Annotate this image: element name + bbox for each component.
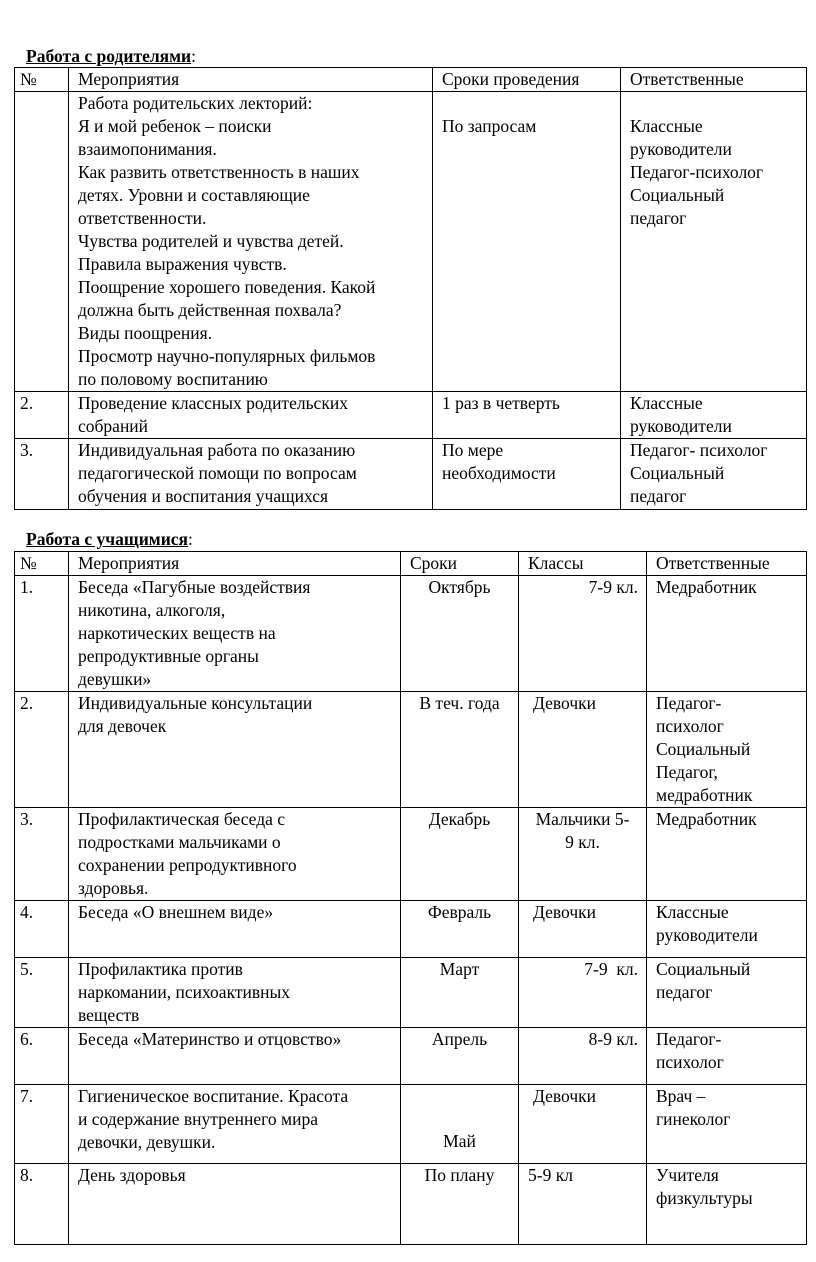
row-event: Работа родительских лекторий: Я и мой ребенок – поиски взаимопонимания. Как развить ответственность в наших детях. Уровни и составляющие ответственности. Чувства родителей и чувства детей. Правила выражения чувств. Поощрение хорошего поведения. Какой должна быть действенная похвала? Виды поощрения. Просмотр научно-популярных фильмов по половому воспитанию xyxy=(69,92,433,392)
row-classes: Девочки xyxy=(519,1085,647,1164)
col-header-responsible: Ответственные xyxy=(647,552,807,576)
row-number: 1. xyxy=(15,576,69,692)
row-number: 3. xyxy=(15,808,69,901)
row-number: 2. xyxy=(15,692,69,808)
table-header-row xyxy=(15,552,807,576)
table-row xyxy=(15,92,807,392)
row-classes: Девочки xyxy=(519,901,647,958)
table-row xyxy=(15,901,807,958)
table-row xyxy=(15,692,807,808)
row-dates: По мере необходимости xyxy=(433,439,621,510)
parents-table xyxy=(14,67,807,510)
table-row xyxy=(15,958,807,1028)
col-header-number: № xyxy=(15,68,69,92)
row-classes: Девочки xyxy=(519,692,647,808)
table-header-row xyxy=(15,68,807,92)
row-classes: 8-9 кл. xyxy=(519,1028,647,1085)
row-responsible: Медработник xyxy=(647,808,807,901)
row-event: Беседа «Материнство и отцовство» xyxy=(69,1028,401,1085)
row-dates: Февраль xyxy=(401,901,519,958)
row-dates: Май xyxy=(401,1085,519,1164)
row-event: Индивидуальная работа по оказанию педагогической помощи по вопросам обучения и воспитания учащихся xyxy=(69,439,433,510)
row-dates: Декабрь xyxy=(401,808,519,901)
row-number xyxy=(15,92,69,392)
col-header-dates: Сроки xyxy=(401,552,519,576)
row-responsible: Социальный педагог xyxy=(647,958,807,1028)
row-responsible: Врач – гинеколог xyxy=(647,1085,807,1164)
table-row xyxy=(15,1164,807,1245)
students-table xyxy=(14,551,807,1245)
row-responsible: Учителя физкультуры xyxy=(647,1164,807,1245)
parents-heading: Работа с родителями: xyxy=(26,46,196,66)
row-classes: Мальчики 5- 9 кл. xyxy=(519,808,647,901)
row-responsible: Медработник xyxy=(647,576,807,692)
row-number: 2. xyxy=(15,392,69,439)
row-event: Индивидуальные консультации для девочек xyxy=(69,692,401,808)
row-dates: По плану xyxy=(401,1164,519,1245)
row-responsible: Педагог- психолог Социальный Педагог, медработник xyxy=(647,692,807,808)
row-number: 6. xyxy=(15,1028,69,1085)
row-responsible: Классные руководители Педагог-психолог Социальный педагог xyxy=(621,92,807,392)
table-row xyxy=(15,392,807,439)
table-row xyxy=(15,1085,807,1164)
row-number: 7. xyxy=(15,1085,69,1164)
table-row xyxy=(15,808,807,901)
row-event: День здоровья xyxy=(69,1164,401,1245)
row-responsible: Педагог- психолог xyxy=(647,1028,807,1085)
row-responsible: Классные руководители xyxy=(647,901,807,958)
row-number: 4. xyxy=(15,901,69,958)
col-header-number: № xyxy=(15,552,69,576)
row-dates: Октябрь xyxy=(401,576,519,692)
row-number: 5. xyxy=(15,958,69,1028)
table-row xyxy=(15,439,807,510)
row-dates: Март xyxy=(401,958,519,1028)
row-classes: 5-9 кл xyxy=(519,1164,647,1245)
row-event: Профилактика против наркомании, психоактивных веществ xyxy=(69,958,401,1028)
students-heading: Работа с учащимися: xyxy=(26,529,193,549)
col-header-classes: Классы xyxy=(519,552,647,576)
row-number: 8. xyxy=(15,1164,69,1245)
row-dates: В теч. года xyxy=(401,692,519,808)
row-event: Беседа «О внешнем виде» xyxy=(69,901,401,958)
col-header-events: Мероприятия xyxy=(69,552,401,576)
row-event: Профилактическая беседа с подростками мальчиками о сохранении репродуктивного здоровья. xyxy=(69,808,401,901)
row-responsible: Классные руководители xyxy=(621,392,807,439)
row-number: 3. xyxy=(15,439,69,510)
row-dates: Апрель xyxy=(401,1028,519,1085)
col-header-dates: Сроки проведения xyxy=(433,68,621,92)
table-row xyxy=(15,1028,807,1085)
row-classes: 7-9 кл. xyxy=(519,576,647,692)
row-event: Беседа «Пагубные воздействия никотина, алкоголя, наркотических веществ на репродуктивные органы девушки» xyxy=(69,576,401,692)
row-classes: 7-9 кл. xyxy=(519,958,647,1028)
row-dates: По запросам xyxy=(433,92,621,392)
row-event: Проведение классных родительских собраний xyxy=(69,392,433,439)
col-header-responsible: Ответственные xyxy=(621,68,807,92)
row-event: Гигиеническое воспитание. Красота и содержание внутреннего мира девочки, девушки. xyxy=(69,1085,401,1164)
row-responsible: Педагог- психолог Социальный педагог xyxy=(621,439,807,510)
row-dates: 1 раз в четверть xyxy=(433,392,621,439)
col-header-events: Мероприятия xyxy=(69,68,433,92)
table-row xyxy=(15,576,807,692)
